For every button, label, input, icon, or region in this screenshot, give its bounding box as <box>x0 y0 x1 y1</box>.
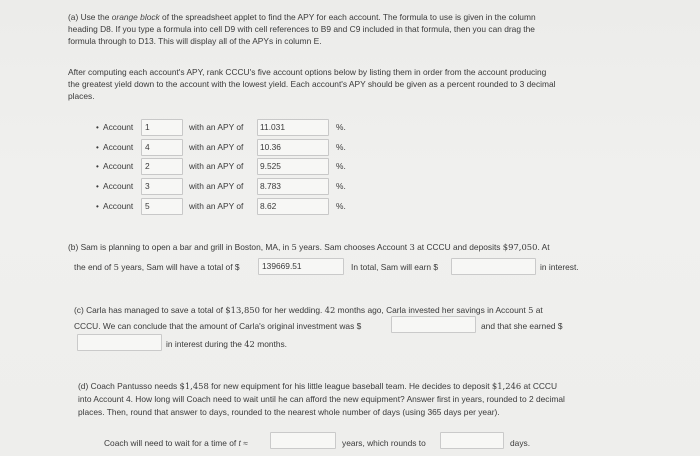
part-a-text: of the spreadsheet applet to find the APY for each account. The formula to use is given in the column <box>159 12 536 22</box>
percent-label: %. <box>336 161 346 171</box>
part-c-text: for her wedding. <box>259 305 325 315</box>
percent-label: %. <box>336 201 346 211</box>
rank-text: places. <box>68 91 95 102</box>
bullet-icon: • <box>96 181 99 191</box>
ranking-row <box>96 118 346 136</box>
part-b-text: . At <box>537 242 550 252</box>
sam-earn-input[interactable] <box>451 258 536 275</box>
apy-input[interactable]: 10.36 <box>257 139 329 156</box>
part-c-text: at <box>533 305 543 315</box>
months-value: 42 <box>244 339 255 349</box>
part-c-text: in interest during the <box>166 339 245 349</box>
rank-instructions <box>68 66 618 103</box>
apy-label: with an APY of <box>189 142 244 152</box>
part-c-line1 <box>74 304 634 316</box>
years-label: years, which rounds to <box>342 438 426 448</box>
ranking-row <box>96 138 346 156</box>
account-label: Account <box>103 181 134 191</box>
bullet-icon: • <box>96 161 99 171</box>
carla-earned-input[interactable] <box>77 334 162 351</box>
part-d-line3: places. Then, round that answer to days, rounded to the nearest whole number of days (using 365 days per year). <box>78 407 500 417</box>
part-d-text: (d) Coach Pantusso needs <box>78 381 180 391</box>
apy-label: with an APY of <box>189 122 244 132</box>
ranking-row <box>96 177 346 195</box>
days-input[interactable] <box>440 432 504 449</box>
part-a-text: heading D8. If you type a formula into cell D9 with cell references to B9 and C9 included in that formula, then you can drag the <box>68 24 535 35</box>
part-d-line2 <box>78 393 638 405</box>
need-value: $1,458 <box>179 381 209 391</box>
part-c-line2: CCCU. We can conclude that the amount of Carla's original investment was $ <box>74 321 362 331</box>
bullet-icon: • <box>96 142 99 152</box>
account-input[interactable]: 4 <box>141 139 183 156</box>
part-c-line3 <box>166 338 287 350</box>
account-input[interactable]: 3 <box>141 178 183 195</box>
apy-input[interactable]: 11.031 <box>257 119 329 136</box>
part-b-text: the end of <box>74 262 114 272</box>
deposit-value: $1,246 <box>491 381 522 391</box>
earned-label: and that she earned $ <box>481 321 563 331</box>
percent-label: %. <box>336 181 346 191</box>
ranking-row <box>96 157 346 175</box>
apy-label: with an APY of <box>189 201 244 211</box>
months-value: 42 <box>324 305 336 315</box>
part-d-text: into Account <box>78 394 126 404</box>
ranking-row <box>96 197 346 215</box>
part-b-line2 <box>74 261 240 273</box>
part-c-text: months. <box>254 339 288 349</box>
part-d-text: for new equipment for his little league baseball team. He decides to deposit <box>208 381 492 391</box>
apy-input[interactable]: 9.525 <box>257 158 329 175</box>
percent-label: %. <box>336 142 346 152</box>
account-input[interactable]: 2 <box>141 158 183 175</box>
part-d-text: Coach will need to wait for a time of <box>104 438 239 448</box>
part-b-text: years, Sam will have a total of $ <box>118 262 240 272</box>
years-input[interactable] <box>270 432 336 449</box>
account-value: 5 <box>528 305 534 315</box>
part-a-text: formula through to D13. This will display all of the APYs in column E. <box>68 36 322 47</box>
percent-label: %. <box>336 122 346 132</box>
bullet-icon: • <box>96 122 99 132</box>
part-c-text: (c) Carla has managed to save a total of <box>74 305 226 315</box>
account-value: 3 <box>409 242 415 252</box>
wait-label <box>104 437 248 449</box>
part-a-text: (a) Use the <box>68 12 112 22</box>
deposit-value: $97,050 <box>502 242 538 252</box>
account-input[interactable]: 1 <box>141 119 183 136</box>
sam-total-input[interactable]: 139669.51 <box>258 258 344 275</box>
original-investment-input[interactable] <box>391 316 476 333</box>
part-b-line1 <box>68 241 628 253</box>
apy-label: with an APY of <box>189 161 244 171</box>
bullet-icon: • <box>96 201 99 211</box>
account-label: Account <box>103 122 134 132</box>
days-label: days. <box>510 438 531 448</box>
part-b-text: years. Sam chooses Account <box>296 242 410 252</box>
account-label: Account <box>103 161 134 171</box>
part-d-text: at CCCU <box>521 381 558 391</box>
t-symbol: t ≈ <box>238 438 248 448</box>
account-input[interactable]: 5 <box>141 198 183 215</box>
apy-input[interactable]: 8.62 <box>257 198 329 215</box>
part-b-text: (b) Sam is planning to open a bar and grill in Boston, MA, in <box>68 242 292 252</box>
part-d-line1 <box>78 380 638 392</box>
part-c-text: months ago, Carla invested her savings in Account <box>335 305 529 315</box>
part-a-instructions <box>68 11 608 48</box>
apy-label: with an APY of <box>189 181 244 191</box>
years-value: 5 <box>291 242 297 252</box>
years-value: 5 <box>113 262 119 272</box>
account-value: 4 <box>125 394 131 404</box>
part-b-text: at CCCU and deposits <box>414 242 503 252</box>
interest-label: in interest. <box>540 262 579 272</box>
part-d-text: . How long will Coach need to wait until he can afford the new equipment? Answer first in years, rounded to 2 decimal <box>130 394 565 404</box>
orange-block-text: orange block <box>111 12 160 22</box>
total-value: $13,850 <box>225 305 260 315</box>
rank-text: After computing each account's APY, rank CCCU's five account options below by listing them in order from the account producing <box>68 67 547 77</box>
earn-label: In total, Sam will earn $ <box>351 262 439 272</box>
apy-input[interactable]: 8.783 <box>257 178 329 195</box>
account-label: Account <box>103 201 134 211</box>
rank-text: the greatest yield down to the account with the lowest yield. Each account's APY should be given as a percent rounded to 3 decimal <box>68 79 556 90</box>
account-label: Account <box>103 142 134 152</box>
